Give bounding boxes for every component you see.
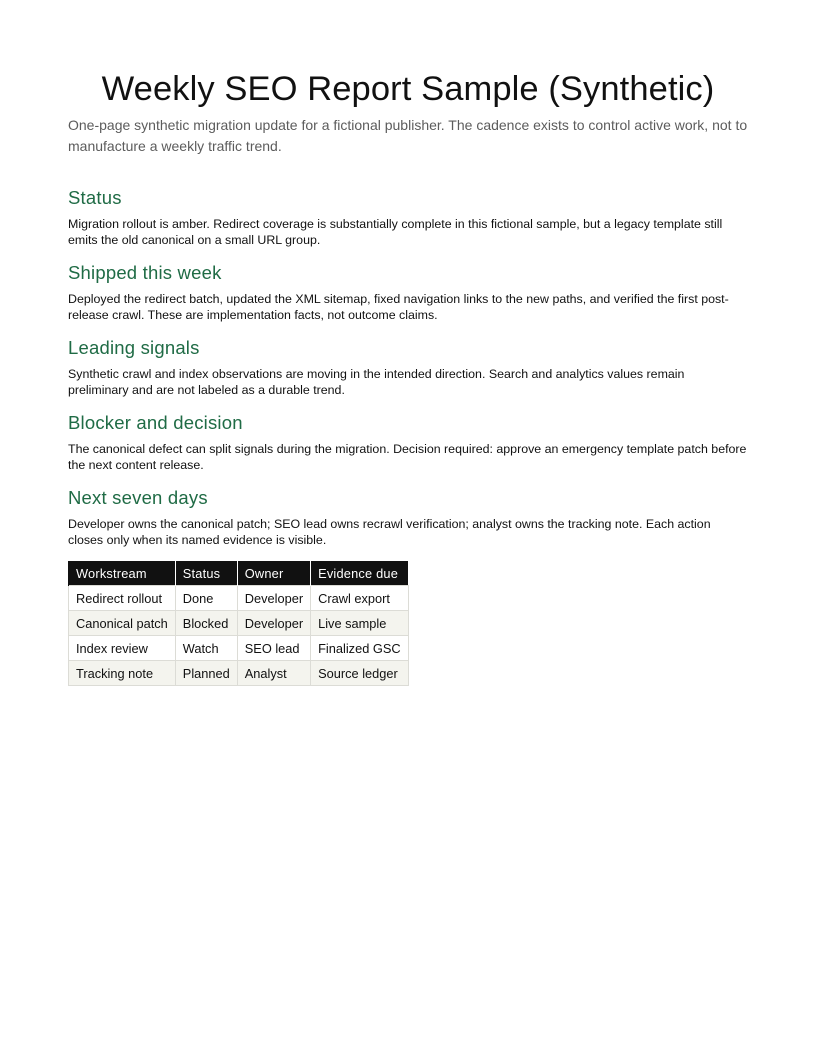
section-heading-blocker: Blocker and decision [68, 412, 243, 433]
section-body-next-days: Developer owns the canonical patch; SEO lead owns recrawl verification; analyst owns the tracking note. Each action closes only when its named evidence is visible. [68, 517, 711, 547]
table-cell: Source ledger [311, 661, 409, 686]
table-cell: Done [175, 586, 237, 611]
page-subtitle: One-page synthetic migration update for a fictional publisher. The cadence exists to control active work, not to manufacture a weekly traffic trend. [68, 117, 748, 154]
page-title: Weekly SEO Report Sample (Synthetic) [101, 70, 715, 108]
table-header-cell: Evidence due [311, 561, 409, 586]
section-status [68, 186, 748, 248]
section-body-status: Migration rollout is amber. Redirect coverage is substantially complete in this fictional sample, but a legacy template still emits the old canonical on a small URL group. [68, 217, 723, 247]
workstream-table [68, 561, 409, 686]
section-leading-signals [68, 336, 748, 398]
table-cell: Index review [69, 636, 176, 661]
table-row [69, 611, 409, 636]
section-heading-status: Status [68, 187, 122, 208]
table-header-cell: Owner [237, 561, 310, 586]
table-cell: Developer [237, 611, 310, 636]
table-cell: Tracking note [69, 661, 176, 686]
section-blocker [68, 411, 748, 473]
table-cell: Blocked [175, 611, 237, 636]
table-row [69, 586, 409, 611]
section-body-leading-signals: Synthetic crawl and index observations are moving in the intended direction. Search and analytics values remain preliminary and are not labeled as a durable trend. [68, 367, 685, 397]
section-heading-shipped: Shipped this week [68, 262, 222, 283]
table-cell: Crawl export [311, 586, 409, 611]
table-row [69, 661, 409, 686]
section-body-blocker: The canonical defect can split signals during the migration. Decision required: approve an emergency template patch before the next content release. [68, 442, 747, 472]
table-cell: SEO lead [237, 636, 310, 661]
table-cell: Canonical patch [69, 611, 176, 636]
section-next-days [68, 486, 748, 548]
section-body-shipped: Deployed the redirect batch, updated the XML sitemap, fixed navigation links to the new paths, and verified the first post-release crawl. These are implementation facts, not outcome claims. [68, 292, 729, 322]
table-cell: Developer [237, 586, 310, 611]
table-header-row [69, 561, 409, 586]
section-shipped [68, 261, 748, 323]
table-cell: Finalized GSC [311, 636, 409, 661]
table-row [69, 636, 409, 661]
table-cell: Analyst [237, 661, 310, 686]
table-cell: Planned [175, 661, 237, 686]
section-heading-next-days: Next seven days [68, 487, 208, 508]
table-cell: Watch [175, 636, 237, 661]
table-cell: Live sample [311, 611, 409, 636]
section-heading-leading-signals: Leading signals [68, 337, 200, 358]
table-cell: Redirect rollout [69, 586, 176, 611]
table-header-cell: Workstream [69, 561, 176, 586]
table-header-cell: Status [175, 561, 237, 586]
